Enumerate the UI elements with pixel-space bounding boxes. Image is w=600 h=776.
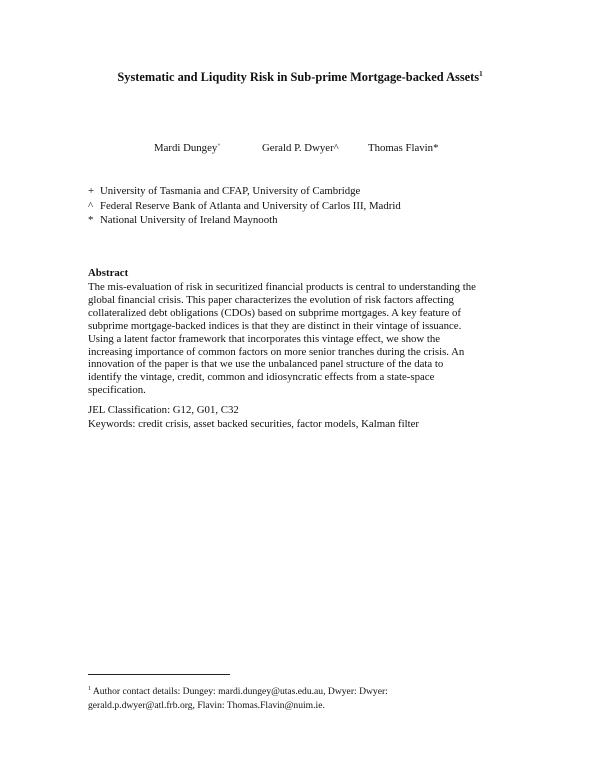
abstract-line: Using a latent factor framework that incorporates this vintage effect, we show the [88,332,441,345]
author-flavin [368,142,438,154]
footnote-divider [88,674,230,675]
abstract-line: global financial crisis. This paper characterizes the evolution of risk factors affecting [88,293,454,306]
abstract-line: subprime mortgage-backed indices is that they are distinct in their vintage of issuance. [88,319,462,332]
jel-classification: JEL Classification: G12, G01, C32 [88,404,239,416]
affiliation-mark: ^ [88,200,94,212]
keywords: Keywords: credit crisis, asset backed securities, factor models, Kalman filter [88,418,419,430]
affiliation-3 [88,214,278,226]
affiliation-1 [88,185,360,197]
author-name: Thomas Flavin* [368,142,439,154]
footnote [88,682,518,713]
affiliation-text: Federal Reserve Bank of Atlanta and University of Carlos III, Madrid [100,200,401,212]
affiliation-text: National University of Ireland Maynooth [100,214,278,226]
paper-title-text: Systematic and Liqudity Risk in Sub-prime Mortgage-backed Assets [117,70,480,84]
paper-title [0,70,600,85]
affiliation-text: University of Tasmania and CFAP, University of Cambridge [100,185,361,197]
author-name: Mardi Dungey [154,142,218,154]
abstract-line: collateralized debt obligations (CDOs) based on subprime mortgages. A key feature of [88,306,461,319]
affiliation-mark: + [88,185,95,197]
author-dungey [154,142,221,154]
footnote-text-1: Author contact details: Dungey: mardi.dungey@utas.edu.au, Dwyer: Dwyer: [92,686,388,697]
footnote-mark: 1 [88,686,91,692]
affiliation-mark: * [88,214,94,226]
abstract-line: increasing importance of common factors on more senior tranches during the crisis. An [88,345,465,358]
abstract-body [88,281,514,397]
abstract-line: specification. [88,384,146,397]
author-dwyer [262,142,339,154]
footnote-line-1 [88,682,518,699]
author-name: Gerald P. Dwyer^ [262,142,339,154]
abstract-heading: Abstract [88,267,129,279]
footnote-line-2: gerald.p.dwyer@atl.frb.org, Flavin: Thomas.Flavin@nuim.ie. [88,700,325,711]
author-mark: + [217,143,221,149]
abstract-line: identify the vintage, credit, common and idiosyncratic effects from a state-space [88,371,435,384]
abstract-line: The mis-evaluation of risk in securitized financial products is central to understanding the [88,281,476,293]
abstract-line: innovation of the paper is that we use the unbalanced panel structure of the data to [88,358,444,371]
title-footnote-mark: 1 [479,70,483,78]
affiliation-2 [88,200,401,212]
